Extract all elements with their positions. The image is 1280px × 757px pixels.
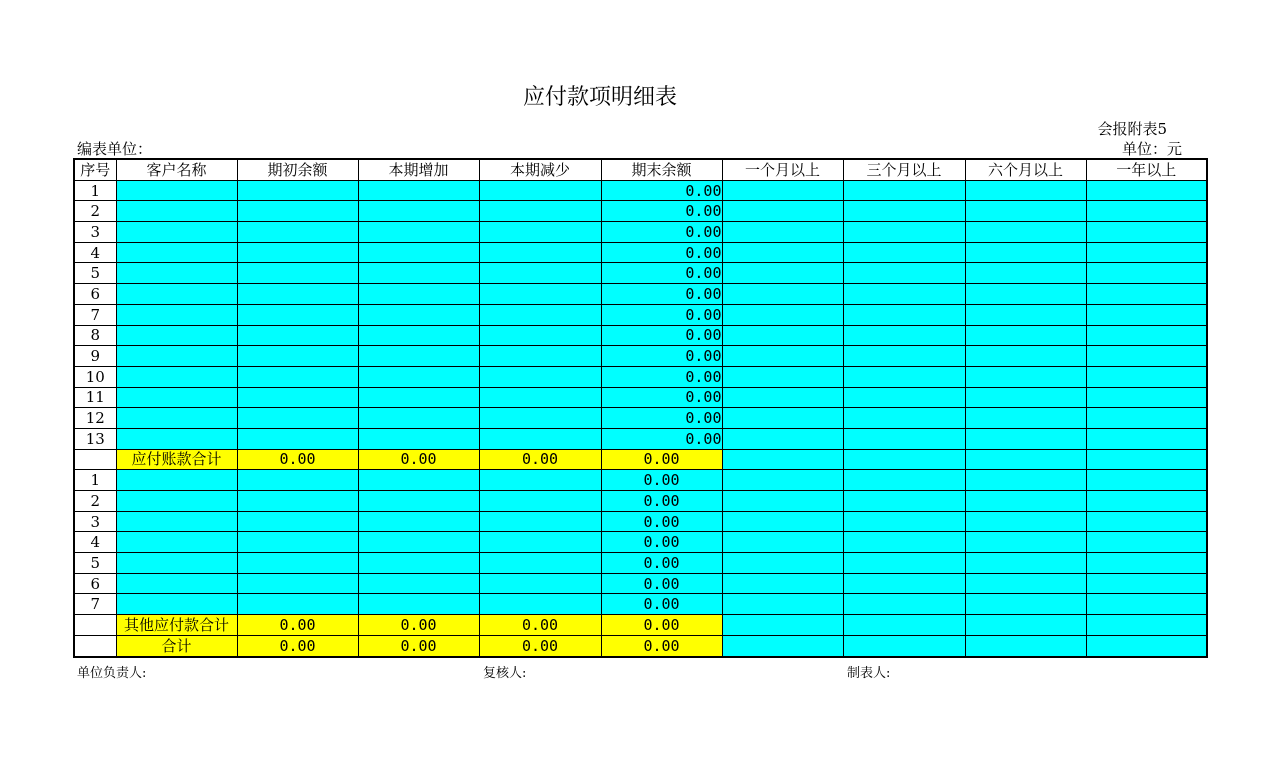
table-row <box>74 263 1207 284</box>
aging-cell[interactable] <box>1086 615 1207 636</box>
opening-balance-cell[interactable] <box>237 284 358 305</box>
aging-cell[interactable] <box>965 470 1086 491</box>
aging-cell[interactable] <box>965 615 1086 636</box>
row-index: 5 <box>74 553 116 574</box>
closing-balance-cell[interactable]: 0.00 <box>601 573 722 594</box>
opening-balance-cell[interactable] <box>237 304 358 325</box>
closing-balance-cell[interactable]: 0.00 <box>601 470 722 491</box>
row-index: 8 <box>74 325 116 346</box>
decrease-cell[interactable] <box>479 594 601 615</box>
aging-cell[interactable] <box>1086 428 1207 449</box>
opening-balance-cell[interactable] <box>237 491 358 512</box>
decrease-cell[interactable] <box>479 470 601 491</box>
customer-name-cell[interactable] <box>116 366 237 387</box>
table-row <box>74 366 1207 387</box>
aging-cell[interactable] <box>1086 201 1207 222</box>
increase-cell[interactable] <box>358 594 479 615</box>
closing-balance-cell[interactable]: 0.00 <box>601 408 722 429</box>
customer-name-cell[interactable] <box>116 387 237 408</box>
aging-cell[interactable] <box>843 180 965 201</box>
table-row <box>74 304 1207 325</box>
table-row <box>74 532 1207 553</box>
opening-balance-cell[interactable] <box>237 573 358 594</box>
increase-total: 0.00 <box>358 449 479 470</box>
customer-name-cell[interactable] <box>116 573 237 594</box>
row-index: 3 <box>74 222 116 243</box>
aging-cell[interactable] <box>965 408 1086 429</box>
row-index <box>74 635 116 656</box>
opening-balance-cell[interactable] <box>237 366 358 387</box>
aging-cell[interactable] <box>722 284 843 305</box>
column-header: 客户名称 <box>116 159 237 180</box>
customer-name-cell[interactable] <box>116 304 237 325</box>
aging-cell[interactable] <box>1086 635 1207 656</box>
column-header: 期末余额 <box>601 159 722 180</box>
aging-cell[interactable] <box>1086 449 1207 470</box>
table-row <box>74 284 1207 305</box>
opening-balance-cell[interactable] <box>237 346 358 367</box>
customer-name-cell[interactable] <box>116 428 237 449</box>
aging-cell[interactable] <box>843 346 965 367</box>
customer-name-cell[interactable] <box>116 201 237 222</box>
increase-cell[interactable] <box>358 346 479 367</box>
aging-cell[interactable] <box>1086 242 1207 263</box>
aging-cell[interactable] <box>722 491 843 512</box>
aging-cell[interactable] <box>1086 573 1207 594</box>
opening-balance-cell[interactable] <box>237 532 358 553</box>
aging-cell[interactable] <box>722 511 843 532</box>
aging-cell[interactable] <box>1086 387 1207 408</box>
aging-cell[interactable] <box>722 346 843 367</box>
aging-cell[interactable] <box>1086 325 1207 346</box>
increase-cell[interactable] <box>358 573 479 594</box>
aging-cell[interactable] <box>843 449 965 470</box>
aging-cell[interactable] <box>965 242 1086 263</box>
footer-reviewer: 复核人: <box>483 666 527 681</box>
closing-balance-cell[interactable]: 0.00 <box>601 222 722 243</box>
currency-unit-label: 单位：元 <box>1121 140 1182 158</box>
aging-cell[interactable] <box>843 553 965 574</box>
aging-cell[interactable] <box>722 180 843 201</box>
decrease-cell[interactable] <box>479 366 601 387</box>
aging-cell[interactable] <box>965 428 1086 449</box>
aging-cell[interactable] <box>722 615 843 636</box>
column-header: 一年以上 <box>1086 159 1207 180</box>
aging-cell[interactable] <box>1086 304 1207 325</box>
opening-balance-cell[interactable] <box>237 594 358 615</box>
table-row <box>74 428 1207 449</box>
closing-balance-cell[interactable]: 0.00 <box>601 346 722 367</box>
aging-cell[interactable] <box>843 325 965 346</box>
row-index: 12 <box>74 408 116 429</box>
aging-cell[interactable] <box>843 594 965 615</box>
aging-cell[interactable] <box>843 304 965 325</box>
customer-name-cell[interactable] <box>116 511 237 532</box>
row-index: 4 <box>74 532 116 553</box>
column-header: 本期减少 <box>479 159 601 180</box>
row-index <box>74 449 116 470</box>
aging-cell[interactable] <box>843 387 965 408</box>
table-row <box>74 573 1207 594</box>
table-row <box>74 387 1207 408</box>
aging-cell[interactable] <box>722 242 843 263</box>
aging-cell[interactable] <box>965 387 1086 408</box>
decrease-total: 0.00 <box>479 449 601 470</box>
opening-balance-cell[interactable] <box>237 511 358 532</box>
row-index: 6 <box>74 573 116 594</box>
grand-total-row <box>74 635 1207 656</box>
increase-cell[interactable] <box>358 470 479 491</box>
closing-balance-cell[interactable]: 0.00 <box>601 532 722 553</box>
aging-cell[interactable] <box>1086 491 1207 512</box>
row-index: 7 <box>74 594 116 615</box>
reporting-unit-label: 编表单位： <box>77 140 153 158</box>
opening-balance-cell[interactable] <box>237 470 358 491</box>
decrease-cell[interactable] <box>479 408 601 429</box>
accounts-payable-subtotal-row <box>74 449 1207 470</box>
customer-name-cell[interactable] <box>116 180 237 201</box>
table-row <box>74 491 1207 512</box>
aging-cell[interactable] <box>722 470 843 491</box>
column-header: 期初余额 <box>237 159 358 180</box>
table-row <box>74 201 1207 222</box>
table-row <box>74 470 1207 491</box>
opening-balance-total: 0.00 <box>237 449 358 470</box>
closing-balance-total: 0.00 <box>601 615 722 636</box>
increase-total: 0.00 <box>358 615 479 636</box>
aging-cell[interactable] <box>843 366 965 387</box>
opening-balance-cell[interactable] <box>237 428 358 449</box>
closing-balance-cell[interactable]: 0.00 <box>601 387 722 408</box>
closing-balance-total: 0.00 <box>601 635 722 656</box>
row-index: 2 <box>74 201 116 222</box>
aging-cell[interactable] <box>722 553 843 574</box>
aging-cell[interactable] <box>965 594 1086 615</box>
increase-cell[interactable] <box>358 511 479 532</box>
aging-cell[interactable] <box>843 532 965 553</box>
aging-cell[interactable] <box>722 573 843 594</box>
subtotal-label: 合计 <box>116 635 237 656</box>
aging-cell[interactable] <box>843 511 965 532</box>
aging-cell[interactable] <box>722 201 843 222</box>
aging-cell[interactable] <box>722 594 843 615</box>
row-index: 3 <box>74 511 116 532</box>
row-index: 2 <box>74 491 116 512</box>
payables-detail-table <box>73 158 1208 658</box>
form-number: 会报附表5 <box>1097 120 1167 138</box>
table-row <box>74 346 1207 367</box>
customer-name-cell[interactable] <box>116 594 237 615</box>
opening-balance-cell[interactable] <box>237 325 358 346</box>
decrease-cell[interactable] <box>479 532 601 553</box>
aging-cell[interactable] <box>965 635 1086 656</box>
increase-cell[interactable] <box>358 408 479 429</box>
decrease-cell[interactable] <box>479 222 601 243</box>
aging-cell[interactable] <box>722 325 843 346</box>
aging-cell[interactable] <box>843 263 965 284</box>
aging-cell[interactable] <box>722 635 843 656</box>
aging-cell[interactable] <box>1086 346 1207 367</box>
aging-cell[interactable] <box>722 387 843 408</box>
row-index: 5 <box>74 263 116 284</box>
aging-cell[interactable] <box>1086 366 1207 387</box>
aging-cell[interactable] <box>843 222 965 243</box>
subtotal-label: 其他应付款合计 <box>116 615 237 636</box>
footer-preparer: 制表人: <box>847 666 891 681</box>
table-row <box>74 408 1207 429</box>
decrease-cell[interactable] <box>479 284 601 305</box>
header-row <box>74 159 1207 180</box>
aging-cell[interactable] <box>965 573 1086 594</box>
closing-balance-cell[interactable]: 0.00 <box>601 366 722 387</box>
aging-cell[interactable] <box>843 428 965 449</box>
column-header: 本期增加 <box>358 159 479 180</box>
page-title: 应付款项明细表 <box>522 85 677 110</box>
increase-cell[interactable] <box>358 387 479 408</box>
aging-cell[interactable] <box>1086 553 1207 574</box>
opening-balance-cell[interactable] <box>237 201 358 222</box>
decrease-total: 0.00 <box>479 635 601 656</box>
row-index <box>74 615 116 636</box>
aging-cell[interactable] <box>965 222 1086 243</box>
decrease-cell[interactable] <box>479 346 601 367</box>
decrease-cell[interactable] <box>479 304 601 325</box>
aging-cell[interactable] <box>843 635 965 656</box>
closing-balance-cell[interactable]: 0.00 <box>601 594 722 615</box>
aging-cell[interactable] <box>722 408 843 429</box>
opening-balance-total: 0.00 <box>237 635 358 656</box>
aging-cell[interactable] <box>843 242 965 263</box>
customer-name-cell[interactable] <box>116 325 237 346</box>
closing-balance-cell[interactable]: 0.00 <box>601 201 722 222</box>
row-index: 7 <box>74 304 116 325</box>
aging-cell[interactable] <box>965 553 1086 574</box>
increase-cell[interactable] <box>358 366 479 387</box>
column-header: 六个月以上 <box>965 159 1086 180</box>
aging-cell[interactable] <box>1086 470 1207 491</box>
decrease-cell[interactable] <box>479 180 601 201</box>
opening-balance-cell[interactable] <box>237 180 358 201</box>
increase-cell[interactable] <box>358 304 479 325</box>
other-payables-subtotal-row <box>74 615 1207 636</box>
aging-cell[interactable] <box>1086 222 1207 243</box>
aging-cell[interactable] <box>843 201 965 222</box>
decrease-cell[interactable] <box>479 428 601 449</box>
opening-balance-cell[interactable] <box>237 553 358 574</box>
aging-cell[interactable] <box>1086 263 1207 284</box>
customer-name-cell[interactable] <box>116 222 237 243</box>
increase-total: 0.00 <box>358 635 479 656</box>
closing-balance-cell[interactable]: 0.00 <box>601 263 722 284</box>
aging-cell[interactable] <box>1086 594 1207 615</box>
aging-cell[interactable] <box>1086 408 1207 429</box>
closing-balance-cell[interactable]: 0.00 <box>601 428 722 449</box>
aging-cell[interactable] <box>722 304 843 325</box>
customer-name-cell[interactable] <box>116 532 237 553</box>
aging-cell[interactable] <box>965 263 1086 284</box>
aging-cell[interactable] <box>722 532 843 553</box>
column-header: 三个月以上 <box>843 159 965 180</box>
aging-cell[interactable] <box>965 532 1086 553</box>
closing-balance-cell[interactable]: 0.00 <box>601 304 722 325</box>
table-row <box>74 222 1207 243</box>
customer-name-cell[interactable] <box>116 346 237 367</box>
row-index: 13 <box>74 428 116 449</box>
table-row <box>74 180 1207 201</box>
aging-cell[interactable] <box>965 304 1086 325</box>
closing-balance-cell[interactable]: 0.00 <box>601 553 722 574</box>
table-row <box>74 325 1207 346</box>
aging-cell[interactable] <box>965 511 1086 532</box>
aging-cell[interactable] <box>1086 180 1207 201</box>
opening-balance-cell[interactable] <box>237 408 358 429</box>
decrease-cell[interactable] <box>479 511 601 532</box>
column-header: 序号 <box>74 159 116 180</box>
decrease-cell[interactable] <box>479 325 601 346</box>
opening-balance-cell[interactable] <box>237 242 358 263</box>
increase-cell[interactable] <box>358 553 479 574</box>
footer-unit-head: 单位负责人: <box>77 666 147 681</box>
closing-balance-total: 0.00 <box>601 449 722 470</box>
aging-cell[interactable] <box>722 366 843 387</box>
row-index: 11 <box>74 387 116 408</box>
row-index: 4 <box>74 242 116 263</box>
decrease-cell[interactable] <box>479 573 601 594</box>
aging-cell[interactable] <box>722 428 843 449</box>
increase-cell[interactable] <box>358 263 479 284</box>
closing-balance-cell[interactable]: 0.00 <box>601 180 722 201</box>
customer-name-cell[interactable] <box>116 263 237 284</box>
increase-cell[interactable] <box>358 180 479 201</box>
aging-cell[interactable] <box>843 573 965 594</box>
row-index: 9 <box>74 346 116 367</box>
table-row <box>74 594 1207 615</box>
customer-name-cell[interactable] <box>116 408 237 429</box>
customer-name-cell[interactable] <box>116 470 237 491</box>
aging-cell[interactable] <box>965 325 1086 346</box>
increase-cell[interactable] <box>358 428 479 449</box>
closing-balance-cell[interactable]: 0.00 <box>601 325 722 346</box>
aging-cell[interactable] <box>965 366 1086 387</box>
decrease-cell[interactable] <box>479 201 601 222</box>
customer-name-cell[interactable] <box>116 491 237 512</box>
aging-cell[interactable] <box>843 408 965 429</box>
increase-cell[interactable] <box>358 222 479 243</box>
decrease-total: 0.00 <box>479 615 601 636</box>
opening-balance-cell[interactable] <box>237 222 358 243</box>
closing-balance-cell[interactable]: 0.00 <box>601 284 722 305</box>
closing-balance-cell[interactable]: 0.00 <box>601 491 722 512</box>
customer-name-cell[interactable] <box>116 242 237 263</box>
aging-cell[interactable] <box>965 284 1086 305</box>
opening-balance-cell[interactable] <box>237 387 358 408</box>
table-row <box>74 242 1207 263</box>
increase-cell[interactable] <box>358 284 479 305</box>
subtotal-label: 应付账款合计 <box>116 449 237 470</box>
decrease-cell[interactable] <box>479 263 601 284</box>
decrease-cell[interactable] <box>479 491 601 512</box>
opening-balance-cell[interactable] <box>237 263 358 284</box>
table-row <box>74 553 1207 574</box>
row-index: 10 <box>74 366 116 387</box>
opening-balance-total: 0.00 <box>237 615 358 636</box>
aging-cell[interactable] <box>722 222 843 243</box>
closing-balance-cell[interactable]: 0.00 <box>601 242 722 263</box>
aging-cell[interactable] <box>843 284 965 305</box>
aging-cell[interactable] <box>1086 532 1207 553</box>
increase-cell[interactable] <box>358 532 479 553</box>
decrease-cell[interactable] <box>479 553 601 574</box>
customer-name-cell[interactable] <box>116 284 237 305</box>
aging-cell[interactable] <box>722 263 843 284</box>
aging-cell[interactable] <box>843 491 965 512</box>
increase-cell[interactable] <box>358 325 479 346</box>
aging-cell[interactable] <box>965 201 1086 222</box>
aging-cell[interactable] <box>722 449 843 470</box>
increase-cell[interactable] <box>358 242 479 263</box>
row-index: 1 <box>74 180 116 201</box>
aging-cell[interactable] <box>1086 511 1207 532</box>
aging-cell[interactable] <box>843 470 965 491</box>
table-row <box>74 511 1207 532</box>
increase-cell[interactable] <box>358 491 479 512</box>
closing-balance-cell[interactable]: 0.00 <box>601 511 722 532</box>
customer-name-cell[interactable] <box>116 553 237 574</box>
aging-cell[interactable] <box>965 346 1086 367</box>
row-index: 6 <box>74 284 116 305</box>
aging-cell[interactable] <box>965 449 1086 470</box>
aging-cell[interactable] <box>965 491 1086 512</box>
row-index: 1 <box>74 470 116 491</box>
column-header: 一个月以上 <box>722 159 843 180</box>
decrease-cell[interactable] <box>479 242 601 263</box>
decrease-cell[interactable] <box>479 387 601 408</box>
aging-cell[interactable] <box>965 180 1086 201</box>
increase-cell[interactable] <box>358 201 479 222</box>
aging-cell[interactable] <box>843 615 965 636</box>
aging-cell[interactable] <box>1086 284 1207 305</box>
